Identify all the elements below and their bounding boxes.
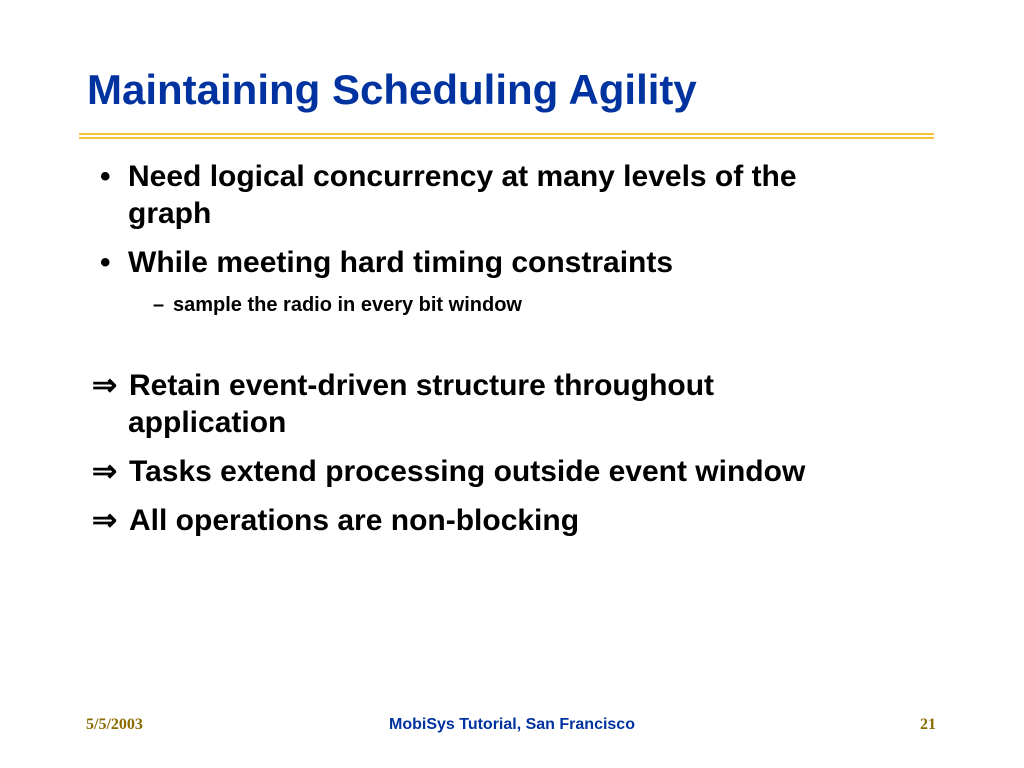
implies-arrow-icon: ⇒ (92, 504, 118, 537)
sub-bullet-text: sample the radio in every bit window (173, 294, 522, 316)
bullet-marker: • (100, 246, 111, 279)
slide-title: Maintaining Scheduling Agility (87, 66, 697, 113)
footer-event: MobiSys Tutorial, San Francisco (389, 716, 635, 733)
implies-arrow-icon: ⇒ (92, 369, 118, 402)
implication-text-line: application (128, 406, 287, 439)
sub-bullet-marker: – (153, 294, 165, 316)
implies-arrow-icon: ⇒ (92, 455, 118, 488)
implication-text-line: Retain event-driven structure throughout (129, 369, 715, 402)
bullet-marker: • (100, 160, 111, 193)
title-rule-top (79, 133, 934, 135)
implication-text-line: All operations are non-blocking (129, 504, 580, 537)
bullet-text-line: graph (128, 197, 212, 230)
implication-text-line: Tasks extend processing outside event window (129, 455, 806, 488)
bullet-text-line: Need logical concurrency at many levels of the (128, 160, 797, 193)
title-rule-bottom (79, 137, 934, 139)
footer-page-number: 21 (920, 716, 936, 733)
footer-date: 5/5/2003 (86, 716, 143, 733)
bullet-text-line: While meeting hard timing constraints (128, 246, 674, 279)
